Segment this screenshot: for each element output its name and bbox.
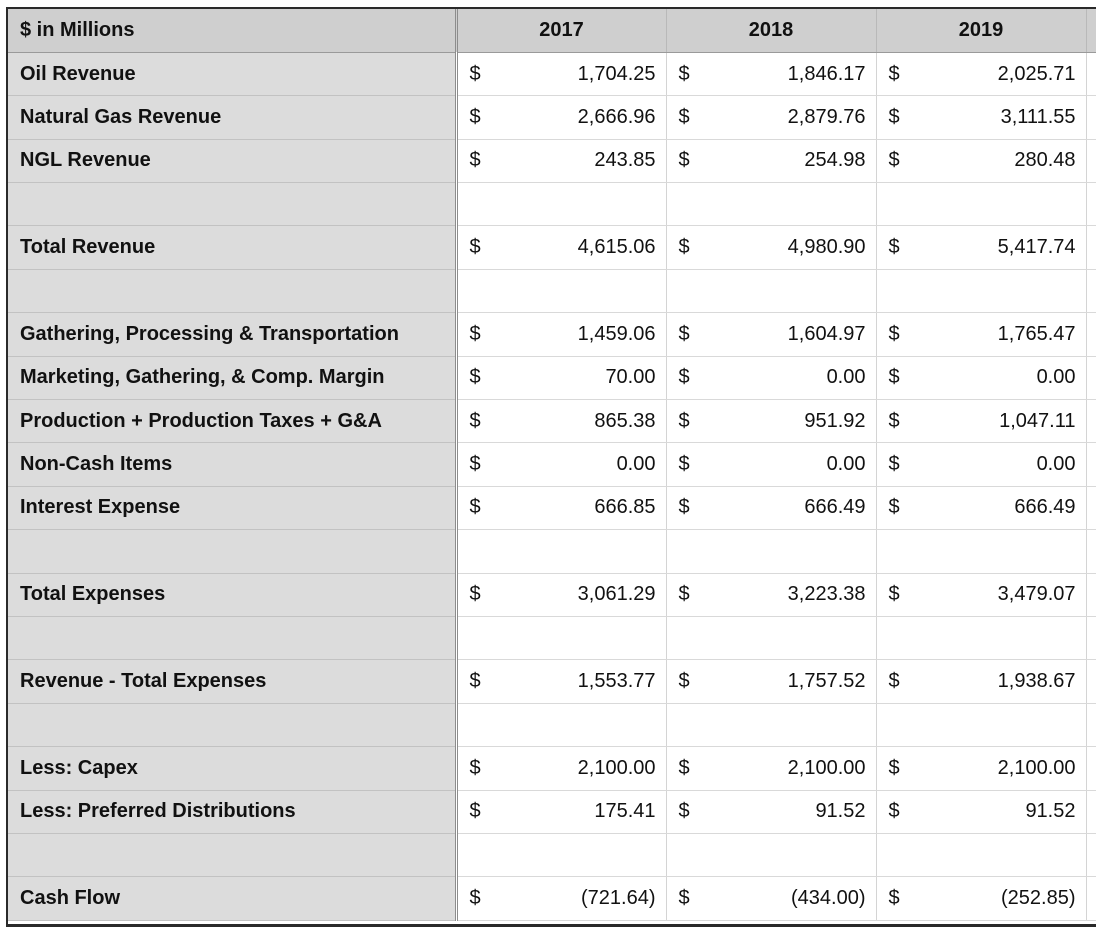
- currency-symbol: $: [678, 887, 690, 909]
- value-cell-content: [458, 747, 666, 789]
- value-cell-content: [877, 660, 1086, 702]
- value-cell-content: [458, 400, 666, 442]
- amount-value: 1,938.67: [997, 670, 1076, 693]
- currency-symbol: $: [469, 105, 481, 128]
- value-cell-content: [667, 660, 876, 702]
- extra-cell[interactable]: [1086, 833, 1096, 876]
- currency-symbol: $: [678, 105, 690, 128]
- value-cell[interactable]: [666, 183, 876, 226]
- value-cell[interactable]: [876, 313, 1086, 356]
- currency-symbol: $: [678, 453, 690, 476]
- value-cell[interactable]: [876, 747, 1086, 790]
- amount-value: 0.00: [826, 366, 866, 389]
- table-row: [8, 833, 1096, 876]
- value-cell[interactable]: [876, 52, 1086, 95]
- extra-cell[interactable]: [1086, 573, 1096, 616]
- table-row: [8, 183, 1096, 226]
- row-label-cell[interactable]: [8, 833, 456, 876]
- table-row: [8, 790, 1096, 833]
- value-cell-content: [877, 574, 1086, 616]
- value-cell-content: [458, 877, 666, 919]
- extra-cell[interactable]: [1086, 226, 1096, 269]
- extra-cell[interactable]: [1086, 356, 1096, 399]
- amount-value: 1,459.06: [577, 322, 656, 345]
- table-row: [8, 486, 1096, 529]
- value-cell[interactable]: [666, 703, 876, 746]
- value-cell[interactable]: [666, 96, 876, 139]
- value-cell-content: [667, 487, 876, 529]
- value-cell[interactable]: [456, 443, 666, 486]
- value-cell[interactable]: [456, 747, 666, 790]
- table-row: [8, 400, 1096, 443]
- value-cell[interactable]: [456, 573, 666, 616]
- value-cell[interactable]: [876, 573, 1086, 616]
- currency-symbol: $: [469, 409, 481, 432]
- header-row: [8, 9, 1096, 52]
- value-cell[interactable]: [876, 616, 1086, 659]
- extra-cell[interactable]: [1086, 183, 1096, 226]
- value-cell[interactable]: [666, 530, 876, 573]
- amount-value: 5,417.74: [997, 236, 1076, 259]
- row-label-cell[interactable]: [8, 530, 456, 573]
- value-cell[interactable]: [876, 660, 1086, 703]
- value-cell-content: [667, 747, 876, 789]
- value-cell[interactable]: [876, 269, 1086, 312]
- currency-symbol: $: [678, 583, 690, 606]
- amount-value: (252.85): [1001, 887, 1076, 909]
- value-cell[interactable]: [456, 703, 666, 746]
- value-cell-content: [667, 791, 876, 833]
- amount-value: 666.49: [804, 496, 866, 519]
- amount-value: 0.00: [616, 453, 656, 476]
- value-cell-content: [667, 357, 876, 399]
- row-label-cell[interactable]: Marketing, Gathering, & Comp. Margin: [8, 356, 456, 399]
- value-cell-content: [667, 140, 876, 182]
- value-cell-content: [458, 226, 666, 268]
- value-cell-content: [877, 443, 1086, 485]
- value-cell-content: [877, 791, 1086, 833]
- value-cell[interactable]: [456, 183, 666, 226]
- currency-symbol: $: [888, 366, 900, 389]
- value-cell-content: [458, 791, 666, 833]
- value-cell[interactable]: [456, 356, 666, 399]
- year-header-2017[interactable]: 2017: [456, 9, 666, 52]
- row-label-cell[interactable]: Gathering, Processing & Transportation: [8, 313, 456, 356]
- amount-value: 666.85: [594, 496, 656, 519]
- currency-symbol: $: [888, 583, 900, 606]
- currency-symbol: $: [469, 496, 481, 519]
- table-row: [8, 877, 1096, 920]
- amount-value: 3,479.07: [997, 583, 1076, 606]
- amount-value: 2,025.71: [997, 62, 1076, 85]
- value-cell[interactable]: [876, 183, 1086, 226]
- value-cell[interactable]: [456, 52, 666, 95]
- value-cell[interactable]: [876, 226, 1086, 269]
- value-cell[interactable]: [876, 96, 1086, 139]
- value-cell[interactable]: [666, 226, 876, 269]
- amount-value: 2,100.00: [577, 756, 656, 779]
- currency-symbol: $: [469, 670, 481, 693]
- row-label-cell[interactable]: Interest Expense: [8, 486, 456, 529]
- value-cell[interactable]: [666, 52, 876, 95]
- amount-value: 951.92: [804, 409, 866, 432]
- value-cell[interactable]: [456, 400, 666, 443]
- value-cell[interactable]: [456, 530, 666, 573]
- currency-symbol: $: [888, 496, 900, 519]
- value-cell[interactable]: [456, 96, 666, 139]
- value-cell-content: [458, 313, 666, 355]
- financial-table: [8, 9, 1096, 921]
- amount-value: 1,604.97: [787, 322, 866, 345]
- table-row: [8, 703, 1096, 746]
- value-cell[interactable]: [456, 269, 666, 312]
- currency-symbol: $: [888, 62, 900, 85]
- row-label-cell[interactable]: Less: Preferred Distributions: [8, 790, 456, 833]
- currency-symbol: $: [469, 366, 481, 389]
- value-cell[interactable]: [666, 139, 876, 182]
- currency-symbol: $: [469, 756, 481, 779]
- value-cell[interactable]: [876, 356, 1086, 399]
- table-row: [8, 313, 1096, 356]
- value-cell-content: [667, 877, 876, 919]
- year-header-2018[interactable]: 2018: [666, 9, 876, 52]
- currency-symbol: $: [678, 670, 690, 693]
- table-row: [8, 747, 1096, 790]
- row-label-cell[interactable]: Oil Revenue: [8, 52, 456, 95]
- amount-value: 666.49: [1014, 496, 1076, 519]
- amount-value: 3,111.55: [1000, 105, 1076, 128]
- currency-symbol: $: [888, 887, 900, 909]
- value-cell-content: [458, 53, 666, 95]
- currency-symbol: $: [678, 496, 690, 519]
- table-row: [8, 616, 1096, 659]
- currency-symbol: $: [678, 409, 690, 432]
- value-cell[interactable]: [666, 443, 876, 486]
- table-row: [8, 443, 1096, 486]
- value-cell-content: [877, 487, 1086, 529]
- value-cell[interactable]: [456, 790, 666, 833]
- currency-symbol: $: [678, 236, 690, 259]
- value-cell[interactable]: [666, 486, 876, 529]
- value-cell-content: [458, 660, 666, 702]
- value-cell[interactable]: [456, 486, 666, 529]
- table-row: [8, 356, 1096, 399]
- value-cell[interactable]: [876, 139, 1086, 182]
- currency-symbol: $: [469, 236, 481, 259]
- table-row: [8, 226, 1096, 269]
- amount-value: 70.00: [605, 366, 656, 389]
- value-cell[interactable]: [666, 660, 876, 703]
- extra-cell[interactable]: [1086, 96, 1096, 139]
- currency-symbol: $: [678, 366, 690, 389]
- amount-value: 3,223.38: [787, 583, 866, 606]
- value-cell-content: [667, 443, 876, 485]
- currency-symbol: $: [678, 800, 690, 823]
- row-label-cell[interactable]: NGL Revenue: [8, 139, 456, 182]
- currency-symbol: $: [888, 322, 900, 345]
- currency-symbol: $: [888, 105, 900, 128]
- value-cell[interactable]: [876, 833, 1086, 876]
- value-cell[interactable]: [876, 443, 1086, 486]
- extra-cell[interactable]: [1086, 400, 1096, 443]
- currency-symbol: $: [469, 887, 481, 909]
- spreadsheet-frame: [6, 7, 1096, 927]
- amount-value: 1,553.77: [577, 670, 656, 693]
- extra-cell[interactable]: [1086, 443, 1096, 486]
- table-row: [8, 139, 1096, 182]
- amount-value: 1,846.17: [787, 62, 866, 85]
- value-cell[interactable]: [456, 139, 666, 182]
- extra-cell[interactable]: [1086, 139, 1096, 182]
- row-label-cell[interactable]: Non-Cash Items: [8, 443, 456, 486]
- amount-value: 91.52: [815, 800, 866, 823]
- value-cell[interactable]: [666, 833, 876, 876]
- table-row: [8, 269, 1096, 312]
- value-cell[interactable]: [456, 226, 666, 269]
- value-cell[interactable]: [666, 747, 876, 790]
- currency-symbol: $: [888, 409, 900, 432]
- currency-symbol: $: [678, 149, 690, 172]
- value-cell-content: [667, 574, 876, 616]
- amount-value: 1,757.52: [787, 670, 866, 693]
- value-cell[interactable]: [666, 356, 876, 399]
- value-cell[interactable]: [876, 877, 1086, 920]
- currency-symbol: $: [469, 62, 481, 85]
- value-cell[interactable]: [876, 790, 1086, 833]
- row-label-cell[interactable]: Production + Production Taxes + G&A: [8, 400, 456, 443]
- amount-value: 0.00: [826, 453, 866, 476]
- table-row: [8, 530, 1096, 573]
- value-cell[interactable]: [666, 573, 876, 616]
- value-cell[interactable]: [456, 833, 666, 876]
- value-cell-content: [877, 96, 1086, 138]
- amount-value: 0.00: [1036, 366, 1076, 389]
- value-cell-content: [667, 53, 876, 95]
- value-cell-content: [877, 53, 1086, 95]
- amount-value: 2,666.96: [577, 105, 656, 128]
- currency-symbol: $: [469, 583, 481, 606]
- value-cell[interactable]: [456, 877, 666, 920]
- amount-value: 91.52: [1025, 800, 1076, 823]
- currency-symbol: $: [888, 453, 900, 476]
- currency-symbol: $: [469, 800, 481, 823]
- amount-value: 2,100.00: [787, 756, 866, 779]
- value-cell[interactable]: [666, 313, 876, 356]
- value-cell[interactable]: [666, 400, 876, 443]
- value-cell[interactable]: [876, 486, 1086, 529]
- year-header-2019[interactable]: 2019: [876, 9, 1086, 52]
- amount-value: 254.98: [804, 149, 866, 172]
- value-cell-content: [667, 313, 876, 355]
- currency-symbol: $: [678, 756, 690, 779]
- value-cell[interactable]: [876, 530, 1086, 573]
- amount-value: 4,980.90: [787, 236, 866, 259]
- extra-cell[interactable]: [1086, 313, 1096, 356]
- amount-value: 865.38: [594, 409, 656, 432]
- table-row: [8, 52, 1096, 95]
- extra-cell[interactable]: [1086, 486, 1096, 529]
- value-cell[interactable]: [666, 877, 876, 920]
- amount-value: 2,100.00: [997, 756, 1076, 779]
- value-cell[interactable]: [876, 703, 1086, 746]
- row-label-cell[interactable]: Revenue - Total Expenses: [8, 660, 456, 703]
- amount-value: 280.48: [1014, 149, 1076, 172]
- value-cell-content: [877, 747, 1086, 789]
- row-label-cell[interactable]: Total Revenue: [8, 226, 456, 269]
- amount-value: 1,047.11: [999, 409, 1076, 432]
- table-row: [8, 660, 1096, 703]
- value-cell[interactable]: [456, 660, 666, 703]
- amount-value: 243.85: [594, 149, 656, 172]
- amount-value: 175.41: [594, 800, 656, 823]
- extra-cell[interactable]: [1086, 790, 1096, 833]
- row-label-cell[interactable]: [8, 183, 456, 226]
- row-label-cell[interactable]: [8, 616, 456, 659]
- value-cell-content: [877, 877, 1086, 919]
- currency-symbol: $: [888, 756, 900, 779]
- currency-symbol: $: [888, 236, 900, 259]
- value-cell-content: [458, 96, 666, 138]
- value-cell-content: [877, 357, 1086, 399]
- currency-symbol: $: [888, 670, 900, 693]
- extra-cell[interactable]: [1086, 530, 1096, 573]
- value-cell[interactable]: [456, 313, 666, 356]
- amount-value: 2,879.76: [787, 105, 866, 128]
- value-cell-content: [667, 226, 876, 268]
- value-cell-content: [877, 400, 1086, 442]
- extra-cell[interactable]: [1086, 877, 1096, 920]
- amount-value: 0.00: [1036, 453, 1076, 476]
- extra-cell[interactable]: [1086, 703, 1096, 746]
- value-cell[interactable]: [666, 269, 876, 312]
- value-cell-content: [458, 487, 666, 529]
- value-cell-content: [667, 400, 876, 442]
- value-cell-content: [458, 140, 666, 182]
- amount-value: 3,061.29: [577, 583, 656, 606]
- value-cell-content: [458, 357, 666, 399]
- value-cell-content: [877, 313, 1086, 355]
- table-body: [8, 52, 1096, 920]
- currency-symbol: $: [678, 62, 690, 85]
- extra-cell[interactable]: [1086, 616, 1096, 659]
- row-label-cell[interactable]: Less: Capex: [8, 747, 456, 790]
- row-label-cell[interactable]: Natural Gas Revenue: [8, 96, 456, 139]
- currency-symbol: $: [469, 149, 481, 172]
- row-label-cell[interactable]: [8, 703, 456, 746]
- row-label-cell[interactable]: [8, 269, 456, 312]
- currency-symbol: $: [888, 800, 900, 823]
- value-cell-content: [458, 574, 666, 616]
- row-label-cell[interactable]: Total Expenses: [8, 573, 456, 616]
- value-cell[interactable]: [876, 400, 1086, 443]
- row-label-cell[interactable]: Cash Flow: [8, 877, 456, 920]
- value-cell-content: [877, 140, 1086, 182]
- currency-symbol: $: [469, 322, 481, 345]
- currency-symbol: $: [678, 322, 690, 345]
- value-cell-content: [667, 96, 876, 138]
- header-label-cell[interactable]: $ in Millions: [8, 9, 456, 52]
- value-cell-content: [877, 226, 1086, 268]
- table-row: [8, 96, 1096, 139]
- amount-value: 1,704.25: [577, 62, 656, 85]
- extra-cell[interactable]: [1086, 269, 1096, 312]
- extra-cell[interactable]: [1086, 660, 1096, 703]
- value-cell[interactable]: [456, 616, 666, 659]
- value-cell[interactable]: [666, 790, 876, 833]
- value-cell-content: [458, 443, 666, 485]
- amount-value: 4,615.06: [577, 236, 656, 259]
- amount-value: (434.00): [791, 887, 866, 909]
- table-row: [8, 573, 1096, 616]
- header-extra-cell[interactable]: [1086, 9, 1096, 52]
- currency-symbol: $: [888, 149, 900, 172]
- value-cell[interactable]: [666, 616, 876, 659]
- amount-value: 1,765.47: [997, 322, 1076, 345]
- extra-cell[interactable]: [1086, 747, 1096, 790]
- extra-cell[interactable]: [1086, 52, 1096, 95]
- currency-symbol: $: [469, 453, 481, 476]
- amount-value: (721.64): [581, 887, 656, 909]
